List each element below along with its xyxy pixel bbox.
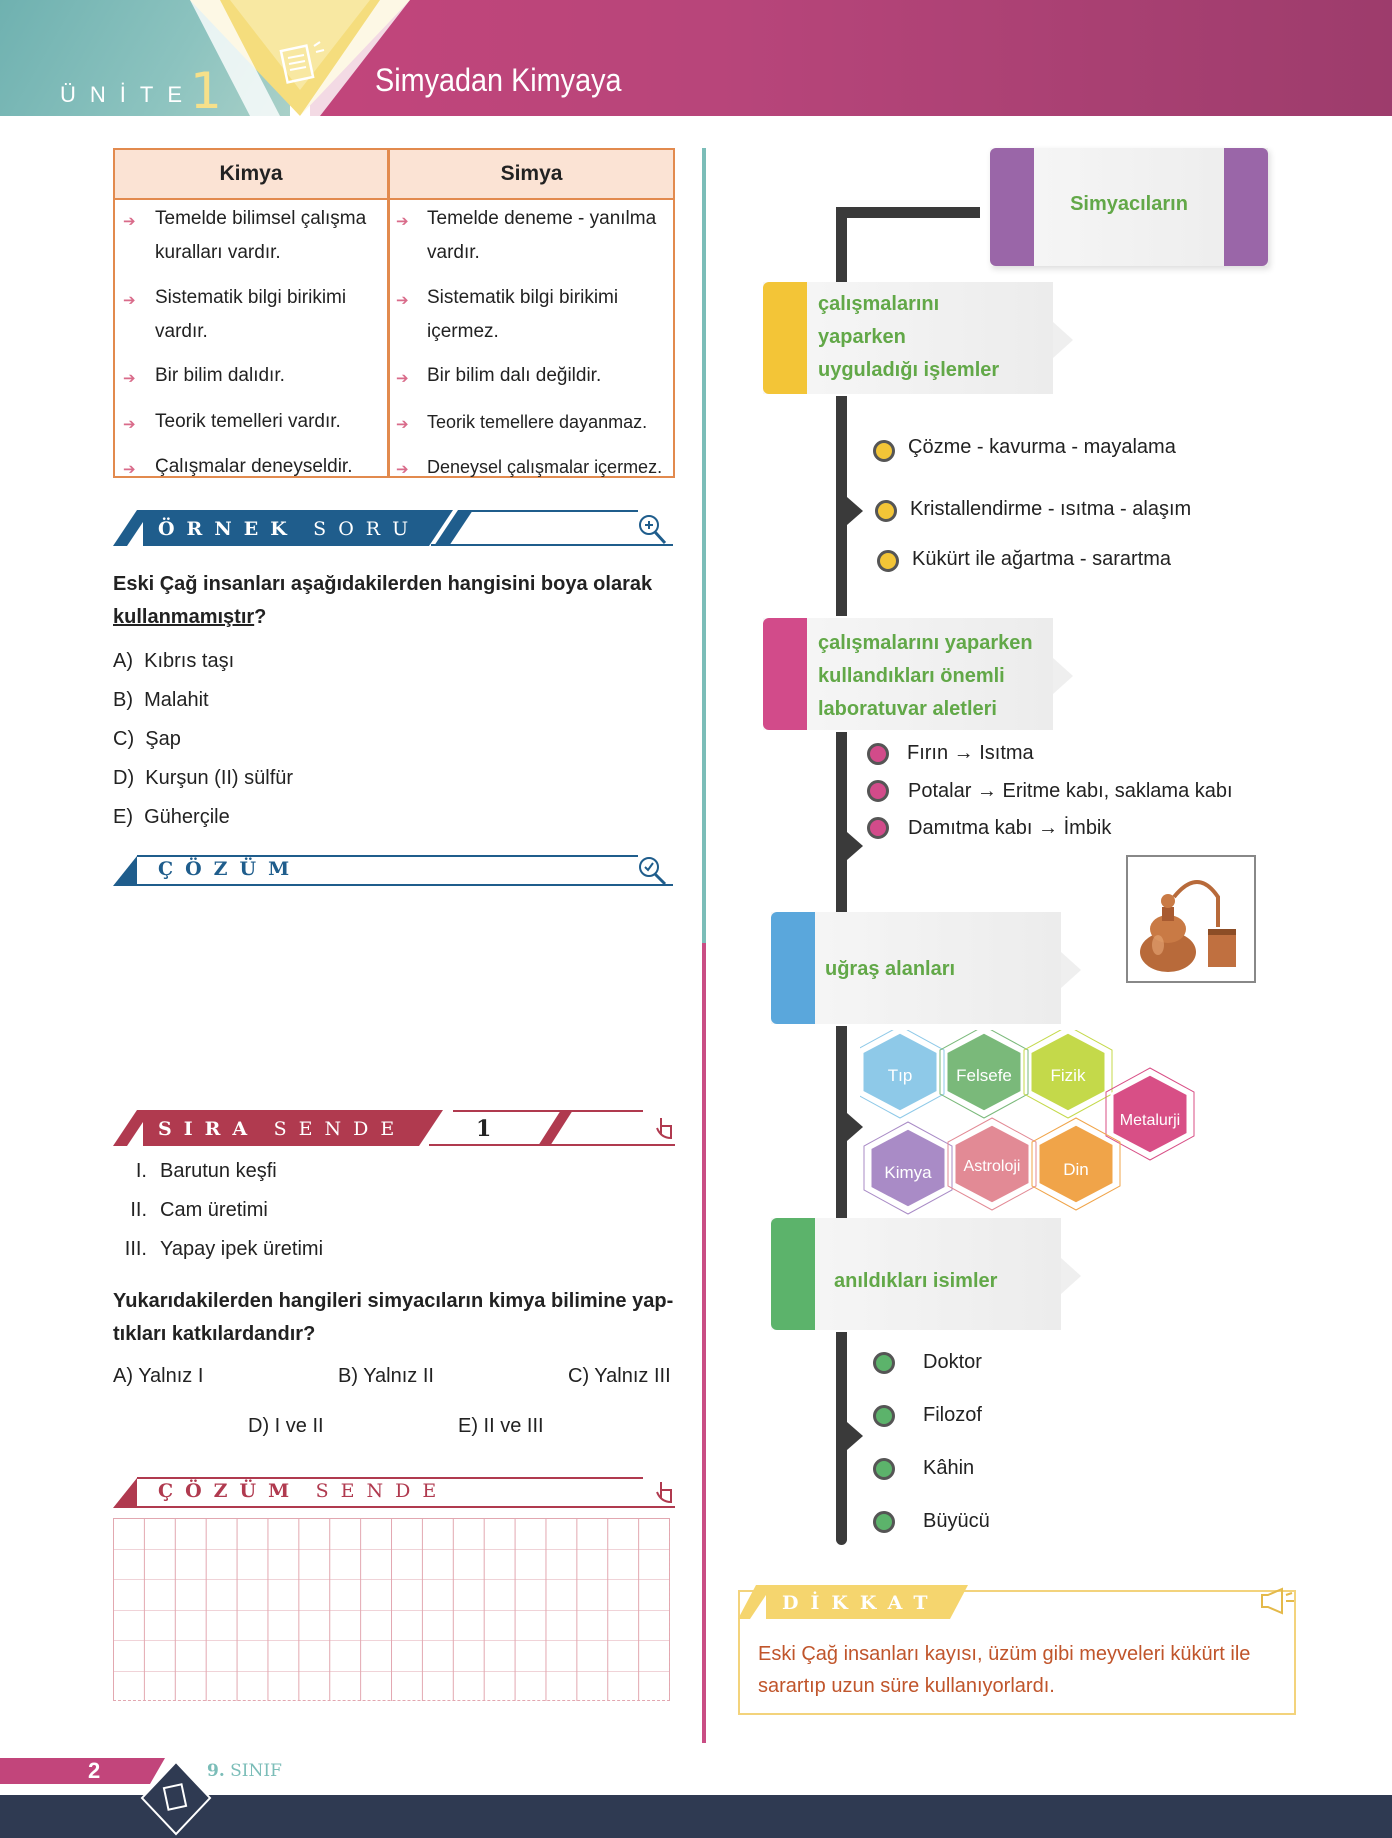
table-cell: Deneysel çalışmalar içermez. <box>427 457 663 477</box>
dikkat-label: DİKKAT <box>782 1592 940 1614</box>
bullet-icon <box>873 1511 895 1533</box>
table-header-kimya: Kimya <box>115 150 387 200</box>
bullet-icon <box>875 500 897 522</box>
column-divider-bottom <box>702 943 706 1743</box>
hex-label-astroloji: Astroloji <box>963 1158 1021 1175</box>
flow-item: Fırın → Isıtma <box>907 742 1034 764</box>
arrow-icon: ➔ <box>396 292 409 309</box>
statement-text: Cam üretimi <box>160 1199 268 1221</box>
bullet-icon <box>867 817 889 839</box>
option-b[interactable]: B) Malahit <box>113 689 209 711</box>
cozum-label: ÇÖZÜM <box>158 858 302 880</box>
flow-box2-accent <box>763 618 807 730</box>
hex-label-metalurji: Metalurji <box>1119 1112 1181 1129</box>
pointer-icon <box>1061 952 1081 988</box>
table-cell: Teorik temellere dayanmaz. <box>427 412 648 432</box>
sira-sende-number: 1 <box>476 1116 492 1142</box>
option-a[interactable]: A) Kıbrıs taşı <box>113 650 235 672</box>
flow-box4-accent <box>771 1218 815 1330</box>
table-cell: Temelde deneme - yanılma vardır. <box>427 208 657 263</box>
flow-item: Filozof <box>923 1404 982 1426</box>
arrow-icon: ➔ <box>123 370 136 387</box>
option-e[interactable]: E) Güherçile <box>113 806 230 828</box>
flow-item: Kâhin <box>923 1457 975 1479</box>
flow-item: Büyücü <box>923 1510 990 1532</box>
cozum-sende-label: ÇÖZÜM SENDE <box>158 1480 449 1502</box>
pointer-icon <box>1061 1258 1081 1294</box>
statement-number: III. <box>124 1238 147 1260</box>
flow-box2-text: çalışmalarını yaparken kullandıkları önemli laboratuvar aletleri <box>818 632 1033 720</box>
answer-grid[interactable] <box>113 1518 670 1701</box>
flow-item: Çözme - kavurma - mayalama <box>908 436 1176 458</box>
connector <box>836 1332 847 1545</box>
flow-item: Damıtma kabı → İmbik <box>908 817 1112 839</box>
arrow-icon: ➔ <box>396 461 409 478</box>
table-cell: Bir bilim dalı değildir. <box>427 365 602 386</box>
flow-box3-text: uğraş alanları <box>825 958 956 980</box>
comparison-table <box>113 148 675 478</box>
ornek-soru-label: ÖRNEK SORU <box>158 518 421 540</box>
notebook-icon <box>270 40 330 90</box>
flow-item: Potalar → Eritme kabı, saklama kabı <box>908 780 1233 802</box>
bullet-icon <box>873 1405 895 1427</box>
connector <box>836 732 847 912</box>
statement-text: Barutun keşfi <box>160 1160 277 1182</box>
hex-label-din: Din <box>1063 1160 1089 1179</box>
table-header-simya: Simya <box>390 150 673 200</box>
dikkat-text: Eski Çağ insanları kayısı, üzüm gibi meyveleri kükürt ile sarartıp uzun süre kullanıyorlardı. <box>758 1643 1251 1697</box>
page-title: Simyadan Kimyaya <box>375 62 622 98</box>
arrow-icon: ➔ <box>396 213 409 230</box>
statement-number: I. <box>135 1160 147 1182</box>
footer-badge <box>0 1758 220 1838</box>
pointer-icon <box>847 832 863 860</box>
sira-option-c[interactable]: C) Yalnız III <box>568 1365 671 1387</box>
sira-sende-label: SIRA SENDE <box>158 1118 407 1140</box>
unit-label: ÜNİTE <box>60 82 196 107</box>
connector <box>836 1026 847 1218</box>
table-cell: Teorik temelleri vardır. <box>155 411 341 432</box>
option-c[interactable]: C) Şap <box>113 728 181 750</box>
flow-item: Kristallendirme - ısıtma - alaşım <box>910 498 1192 520</box>
statement-text: Yapay ipek üretimi <box>160 1238 324 1260</box>
sira-question: Yukarıdakilerden hangileri simyacıların kimya bilimine yap- tıkları katkılardandır? <box>113 1290 674 1345</box>
table-cell: Sistematik bilgi birikimi vardır. <box>155 287 347 342</box>
alembic-image <box>1126 855 1256 983</box>
sira-option-b[interactable]: B) Yalnız II <box>338 1365 434 1387</box>
flow-top-text: Simyacıların <box>1070 193 1188 215</box>
bullet-icon <box>873 1458 895 1480</box>
flow-box3-accent <box>771 912 815 1024</box>
sira-option-d[interactable]: D) I ve II <box>248 1415 324 1437</box>
table-cell: Temelde bilimsel çalışma kuralları vardır. <box>155 208 367 263</box>
arrow-icon: ➔ <box>123 416 136 433</box>
arrow-icon: ➔ <box>396 370 409 387</box>
bullet-icon <box>873 440 895 462</box>
ornek-question: Eski Çağ insanları aşağıdakilerden hangisini boya olarak kullanmamıştır? <box>113 573 653 628</box>
flow-item: Kükürt ile ağartma - sarartma <box>912 548 1171 570</box>
option-d[interactable]: D) Kurşun (II) sülfür <box>113 767 294 789</box>
bullet-icon <box>867 743 889 765</box>
unit-number: 1 <box>190 62 222 116</box>
column-divider-top <box>702 148 706 943</box>
pointer-icon <box>847 1422 863 1450</box>
bullet-icon <box>877 550 899 572</box>
flow-box4-text: anıldıkları isimler <box>834 1270 998 1292</box>
hex-label-fizik: Fizik <box>1050 1066 1086 1085</box>
arrow-icon: ➔ <box>123 213 136 230</box>
sira-option-e[interactable]: E) II ve III <box>458 1415 544 1437</box>
page-number: 2 <box>88 1758 101 1783</box>
flow-top-accent-right <box>1224 148 1268 266</box>
flow-item: Doktor <box>923 1351 982 1373</box>
flow-box1-accent <box>763 282 807 394</box>
flow-top-accent-left <box>990 148 1034 266</box>
bullet-icon <box>873 1352 895 1374</box>
connector <box>836 396 847 616</box>
statement-number: II. <box>130 1199 147 1221</box>
connector <box>836 207 980 218</box>
hex-label-felsefe: Felsefe <box>956 1066 1012 1085</box>
arrow-icon: ➔ <box>123 292 136 309</box>
table-cell: Bir bilim dalıdır. <box>155 365 285 386</box>
page-header <box>0 0 1392 116</box>
grade-label: 9. SINIF <box>207 1761 282 1781</box>
sira-option-a[interactable]: A) Yalnız I <box>113 1365 204 1387</box>
table-cell: Çalışmalar deneyseldir. <box>155 456 353 477</box>
flow-box1-text: çalışmalarını yaparken uyguladığı işlemler <box>818 293 1000 381</box>
hex-label-kimya: Kimya <box>884 1163 932 1182</box>
connector <box>836 207 847 282</box>
bullet-icon <box>867 780 889 802</box>
hex-label-tip: Tıp <box>887 1066 913 1085</box>
arrow-icon: ➔ <box>396 416 409 433</box>
arrow-icon: ➔ <box>123 461 136 478</box>
pointer-icon <box>847 497 863 525</box>
table-cell: Sistematik bilgi birikimi içermez. <box>427 287 619 342</box>
